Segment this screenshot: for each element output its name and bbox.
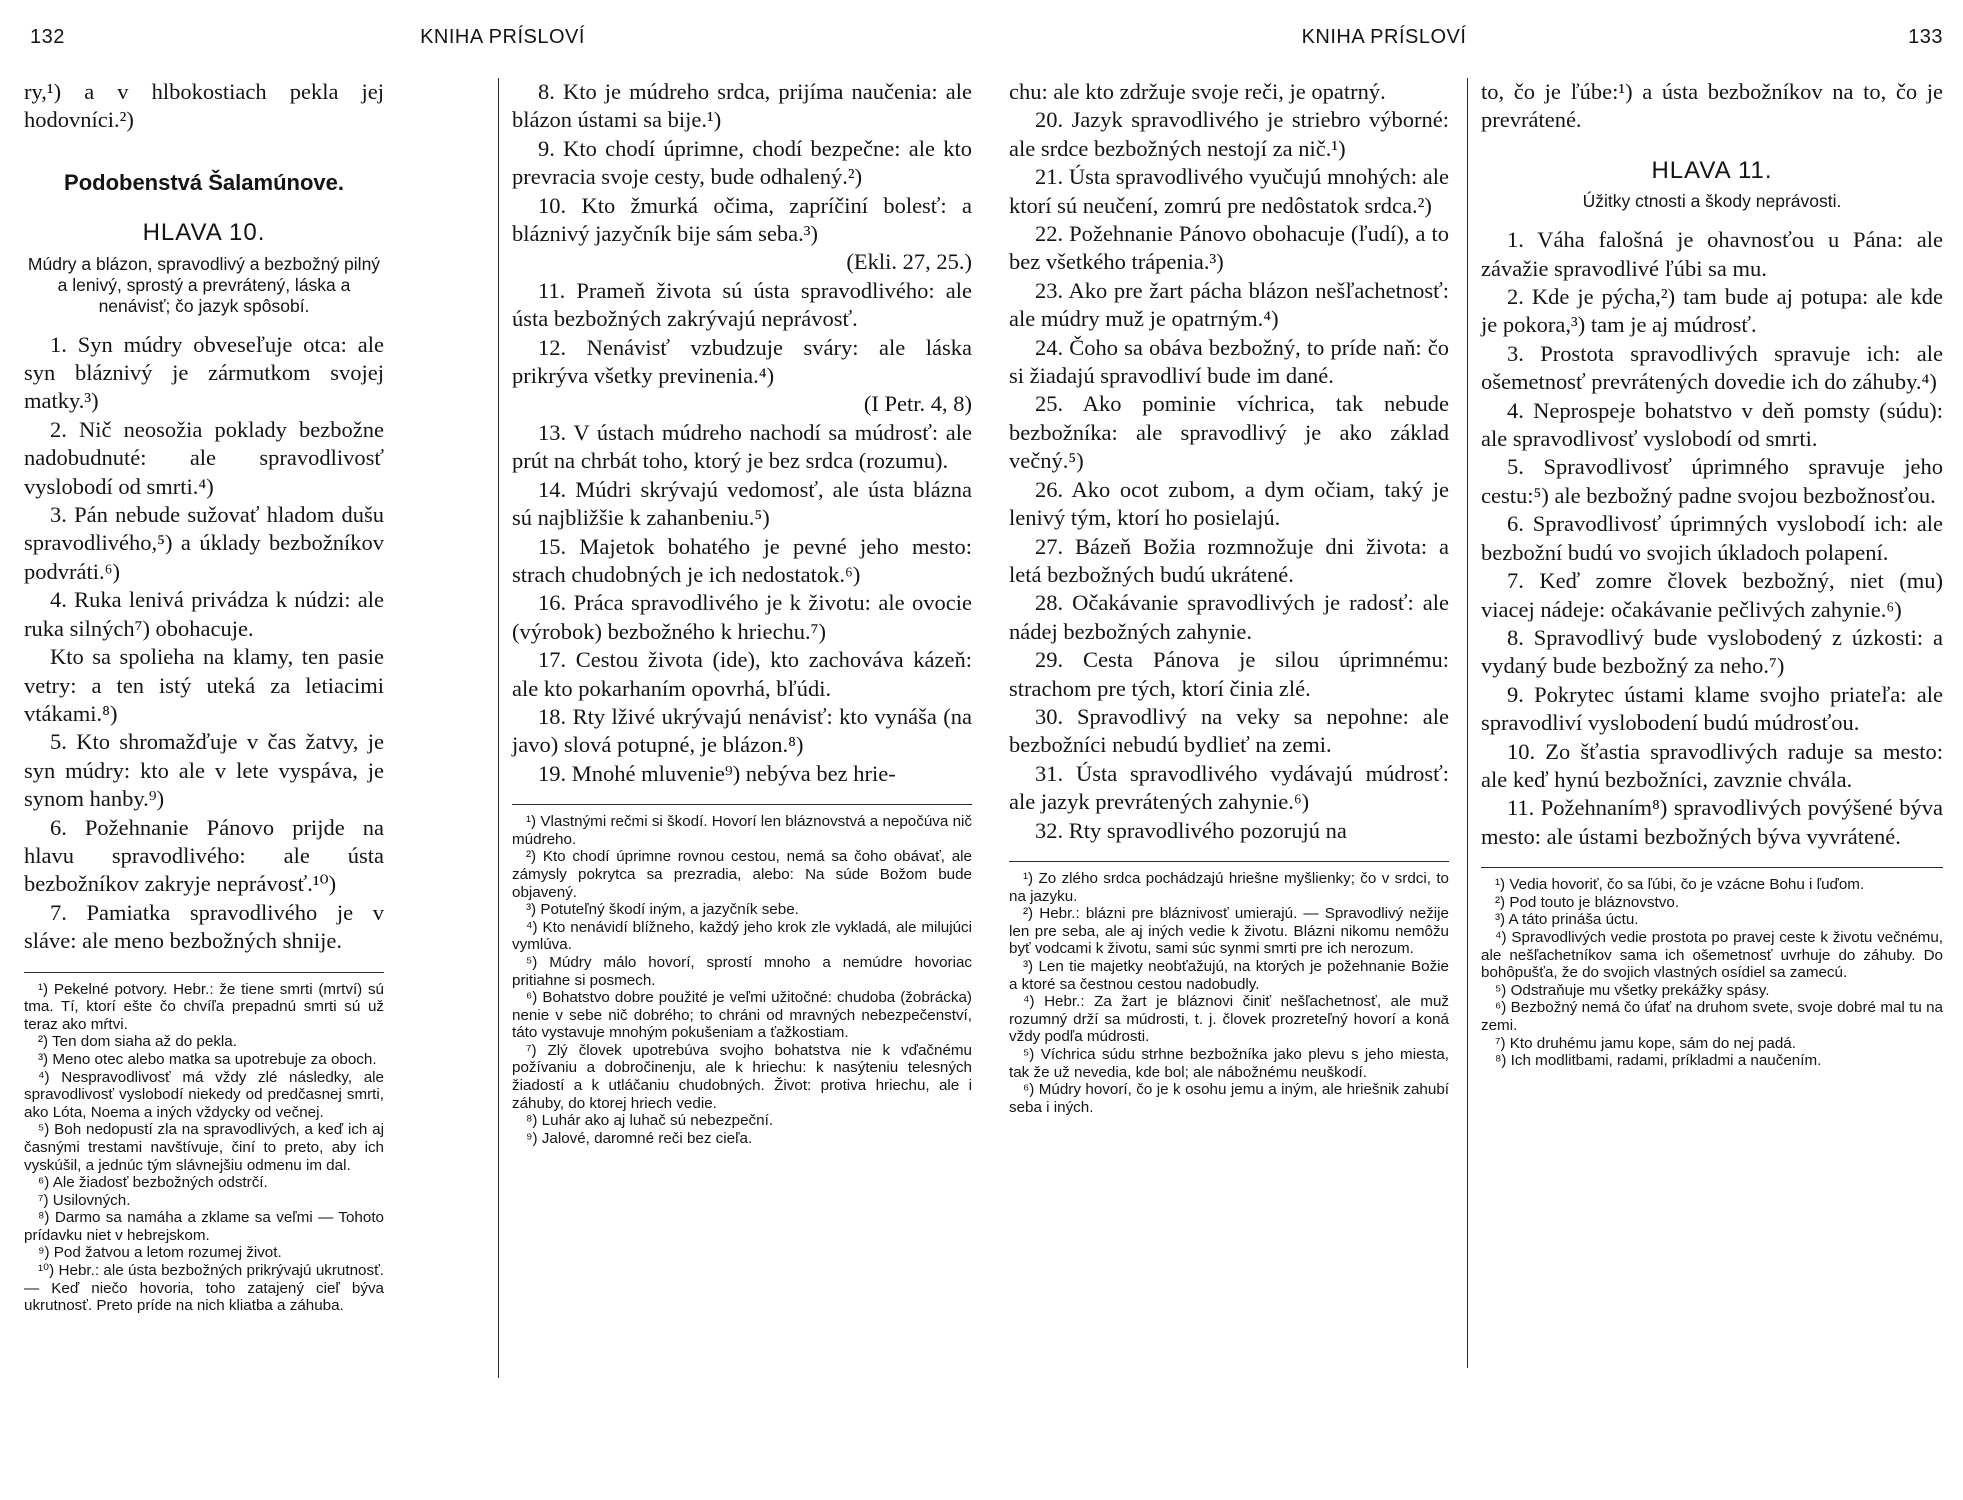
footnote: ³) Meno otec alebo matka sa upotrebuje za oboch. (38, 1050, 377, 1068)
footnote: ¹) Vlastnými rečmi si škodí. Hovorí len bláznovstvá a nepočúva nič múdreho. (512, 813, 972, 848)
column-divider (1467, 78, 1468, 1368)
footnote: ⁴) Kto nenávidí blížneho, každý jeho krok zle vykladá, ale milujúci vymlúva. (512, 918, 972, 954)
verse-11: 11. Požehnaním⁸) spravodlivých povýšené býva mesto: ale ústami bezbožných býva vyvrátené. (1481, 795, 1943, 849)
page-number-right: 133 (1908, 26, 1943, 48)
footnote: ³) Potuteľný škodí iným, a jazyčník sebe. (526, 901, 799, 919)
verse-8: 8. Spravodlivý bude vyslobodený z úzkosti: a vydaný bude bezbožný za neho.⁷) (1481, 624, 1943, 679)
verse-15: 15. Majetok bohatého je pevné jeho mesto: strach chudobných je ich nedostatok.⁶) (512, 533, 972, 587)
footnote: ⁷) Kto druhému jamu kope, sám do nej padá. (1495, 1034, 1796, 1052)
verse-22: 22. Požehnanie Pánovo obohacuje (ľudí), a to bez všetkého trápenia.³) (1009, 221, 1449, 275)
verse-reference: (Ekli. 27, 25.) (846, 249, 972, 275)
verse-4b: Kto sa spolieha na klamy, ten pasie vetry: a ten istý uteká za letiacimi vtákami.⁸) (24, 644, 384, 726)
verse-9: 9. Pokrytec ústami klame svojho priateľa: ale spravodliví vyslobodení budú múdrosťou. (1481, 681, 1943, 736)
footnote: ⁶) Múdry hovorí, čo je k osohu jemu a iným, ale hriešnik zahubí seba i iných. (1009, 1081, 1449, 1116)
paragraph-continued: chu: ale kto zdržuje svoje reči, je opatrný. (1009, 79, 1386, 104)
chapter-heading: HLAVA 11. (1651, 156, 1773, 184)
verse-14: 14. Múdri skrývajú vedomosť, ale ústa blázna sú najbližšie k zahanbeniu.⁵) (512, 476, 972, 531)
footnote: ¹⁰) Hebr.: ale ústa bezbožných prikrývajú ukrutnosť. — Keď niečo hovoria, toho zatajený cieľ býva ukrutnosť. Preto príde na nich kliatba a záhuba. (24, 1262, 384, 1315)
verse-29: 29. Cesta Pánova je silou úprimnému: strachom pre tých, ktorí činia zlé. (1009, 647, 1449, 701)
footnote: ⁶) Bezbožný nemá čo úfať na druhom svete, svoje dobré mal tu na zemi. (1481, 999, 1943, 1034)
verse-12: 12. Nenávisť vzbudzuje sváry: ale láska prikrýva všetky previnenia.⁴) (512, 334, 972, 389)
footnote: ⁴) Nespravodlivosť má vždy zlé následky, ale spravodlivosť vyslobodí niekedy od predčasnej smrti, ako Lóta, Noema a iných vždycky od večnej. (24, 1068, 384, 1121)
footnotes-right-2 (1481, 867, 1943, 1070)
footnote: ²) Pod touto je bláznovstvo. (1495, 893, 1680, 911)
left-page-column-1 (24, 78, 384, 1315)
right-page-column-2 (1481, 78, 1943, 1070)
verse-10: 10. Zo šťastia spravodlivých raduje sa mesto: ale keď hynú bezbožníci, zavznie chvála. (1481, 738, 1943, 792)
chapter-heading: HLAVA 10. (142, 219, 266, 247)
verse-16: 16. Práca spravodlivého je k životu: ale ovocie (výrobok) bezbožného k hriechu.⁷) (512, 590, 972, 644)
verse-23: 23. Ako pre žart pácha blázon nešľachetnosť: ale múdry muž je opatrným.⁴) (1009, 277, 1449, 332)
running-title-right: KNIHA PRÍSLOVÍ (1301, 26, 1467, 48)
verse-26: 26. Ako ocot zubom, a dym očiam, taký je lenivý tým, ktorí ho posielajú. (1009, 476, 1449, 531)
footnote: ⁶) Ale žiadosť bezbožných odstrčí. (38, 1174, 268, 1192)
footnote: ⁸) Luhár ako aj luhač sú nebezpeční. (526, 1112, 774, 1130)
section-heading: Podobenstvá Šalamúnove. (64, 169, 344, 195)
footnote: ⁵) Múdry málo hovorí, sprostí mnoho a nemúdre hovoriac pritiahne si posmech. (512, 953, 972, 989)
footnote: ⁸) Ich modlitbami, radami, príkladmi a naučením. (1495, 1052, 1822, 1070)
right-page (985, 0, 1963, 1500)
verse-4: 4. Neprospeje bohatstvo v deň pomsty (súdu): ale spravodlivosť vyslobodí od smrti. (1481, 397, 1943, 452)
verse-2: 2. Nič neosožia poklady bezbožne nadobudnuté: ale spravodlivosť vyslobodí od smrti.⁴) (24, 416, 384, 499)
paragraph-continued: ry,¹) a v hlbokostiach pekla jej hodovníci.²) (24, 79, 384, 133)
footnote: ¹) Pekelné potvory. Hebr.: že tiene smrti (mrtví) sú tma. Tí, ktorí ešte čo chvíľa prepadnú smrti sú už teraz ako mŕtvi. (24, 980, 384, 1033)
footnote: ⁵) Víchrica súdu strhne bezbožníka jako plevu s jeho miesta, tak že už nevedia, kde bol; ale nábožnému neuškodí. (1009, 1045, 1449, 1081)
left-page-column-2 (512, 78, 972, 1147)
chapter-summary: Múdry a blázon, spravodlivý a bezbožný pilný a lenivý, sprostý a prevrátený, láska a nenávisť; čo jazyk spôsobí. (27, 253, 381, 316)
verse-2: 2. Kde je pýcha,²) tam bude aj potupa: ale kde je pokora,³) tam je aj múdrosť. (1481, 284, 1943, 338)
verse-25: 25. Ako pominie víchrica, tak nebude bezbožníka: ale spravodlivý je ako základ večný.⁵) (1009, 391, 1449, 474)
verse-4a: 4. Ruka lenivá privádza k núdzi: ale ruka silných⁷) obohacuje. (24, 587, 384, 641)
footnote: ⁷) Usilovných. (38, 1191, 131, 1209)
footnote: ³) Len tie majetky neobťažujú, na ktorých je požehnanie Božie a ktoré sa čestnou cestou nadobudly. (1009, 957, 1449, 993)
footnote: ²) Hebr.: blázni pre bláznivosť umierajú. — Spravodlivý nežije len pre seba, ale aj iných vedie k životu. Blázni nikomu nemôžu byť vodcami k životu, sami súc synmi smrti pre ich nerozum. (1009, 905, 1449, 958)
footnote: ⁹) Pod žatvou a letom rozumej život. (38, 1244, 282, 1262)
footnote: ¹) Vedia hovoriť, čo sa ľúbi, čo je vzácne Bohu i ľuďom. (1495, 876, 1865, 894)
verse-30: 30. Spravodlivý na veky sa nepohne: ale bezbožníci nebudú bydlieť na zemi. (1009, 703, 1449, 758)
verse-11: 11. Prameň života sú ústa spravodlivého: ale ústa bezbožných zakrývajú neprávosť. (512, 277, 972, 332)
page-number-left: 132 (30, 26, 65, 48)
right-page-column-1 (1009, 78, 1449, 1116)
verse-6: 6. Požehnanie Pánovo prijde na hlavu spravodlivého: ale ústa bezbožníkov zakryje neprávosť.¹⁰) (24, 814, 384, 897)
verse-31: 31. Ústa spravodlivého vydávajú múdrosť: ale jazyk prevrátených zahynie.⁶) (1009, 760, 1449, 815)
verse-7: 7. Pamiatka spravodlivého je v sláve: ale meno bezbožných shnije. (24, 899, 384, 954)
footnote: ⁵) Boh nedopustí zla na spravodlivých, a keď ich aj časnými trestami navštívuje, činí to preto, aby ich vyskúšil, a jednúc tým slávnejšiu odmenu im dal. (24, 1121, 384, 1174)
footnote: ⁷) Zlý človek upotrebúva svojho bohatstva nie k vďačnému požívaniu a dobročinenju, ale k hriechu: k nasýteniu telesných žiadostí a k utláčaniu chudobných. Život: protiva hriechu, ale i záhuby, do ktorej hriech vedie. (512, 1041, 972, 1112)
verse-5: 5. Kto shromažďuje v čas žatvy, je syn múdry: kto ale v lete vyspáva, je synom hanby.⁹) (24, 729, 384, 812)
verse-6: 6. Spravodlivosť úprimných vyslobodí ich: ale bezbožní budú vo svojich úkladoch polapení. (1481, 511, 1943, 565)
footnotes-left-1 (24, 972, 384, 1315)
footnote: ⁵) Odstraňuje mu všetky prekážky spásy. (1495, 981, 1770, 999)
verse-3: 3. Prostota spravodlivých spravuje ich: ale ošemetnosť prevrátených dovedie ich do záhuby.⁴) (1481, 340, 1943, 395)
column-divider (498, 78, 499, 1378)
verse-18: 18. Rty lživé ukrývajú nenávisť: kto vynáša (na javo) slová potupné, je blázon.⁸) (512, 703, 972, 758)
verse-13: 13. V ústach múdreho nachodí sa múdrosť: ale prút na chrbát toho, ktorý je bez srdca (rozumu). (512, 419, 972, 474)
footnote: ²) Kto chodí úprimne rovnou cestou, nemá sa čoho obávať, ale zámysly pokrytca sa prezradia, alebo: Na súde Božom bude objavený. (512, 848, 972, 901)
verse-17: 17. Cestou života (ide), kto zachováva kázeň: ale kto pokarhaním opovrhá, bľúdi. (512, 647, 972, 701)
footnote: ⁴) Hebr.: Za žart je bláznovi činiť nešľachetnosť, ale muž rozumný drží sa múdrosti, t. j. človek prozreteľný hovorí a koná vždy podľa múdrosti. (1009, 993, 1449, 1046)
verse-7: 7. Keď zomre človek bezbožný, niet (mu) viacej nádeje: očakávanie pečlivých zahynie.⁶) (1481, 568, 1943, 622)
verse-28: 28. Očakávanie spravodlivých je radosť: ale nádej bezbožných zahynie. (1009, 590, 1449, 644)
running-title-left: KNIHA PRÍSLOVÍ (420, 26, 585, 48)
verse-1: 1. Syn múdry obveseľuje otca: ale syn bláznivý je zármutkom svojej matky.³) (24, 331, 384, 414)
verse-5: 5. Spravodlivosť úprimného spravuje jeho cestu:⁵) ale bezbožný padne svojou bezbožnosťou. (1481, 454, 1943, 508)
verse-10: 10. Kto žmurká očima, zapríčiní bolesť: a bláznivý jazyčník bije sám seba.³) (512, 192, 972, 247)
footnote: ⁴) Spravodlivých vedie prostota po pravej ceste k životu večnému, ale nešľachetníkov sama ich ošemetnosť uvrhuje do záhuby. Do bohôpušťa, že do svojich vlastných osídiel sa zamecú. (1481, 928, 1943, 982)
verse-32: 32. Rty spravodlivého pozorujú na (1035, 817, 1347, 843)
verse-reference: (I Petr. 4, 8) (863, 391, 972, 417)
footnote: ²) Ten dom siaha až do pekla. (38, 1033, 237, 1051)
verse-20: 20. Jazyk spravodlivého je striebro výborné: ale srdce bezbožných nestojí za nič.¹) (1009, 107, 1449, 161)
running-head-right (985, 14, 1963, 54)
footnote: ³) A táto prináša úctu. (1495, 911, 1639, 929)
footnote: ⁸) Darmo sa namáha a zklame sa veľmi — Tohoto prídavku niet v hebrejskom. (24, 1209, 384, 1244)
footnotes-right-1 (1009, 861, 1449, 1116)
footnote: ⁶) Bohatstvo dobre použité je veľmi užitočné: chudoba (žobrácka) nenie v sebe nič dobrého; to chráni od mravných nebezpečenství, táto vystavuje mnohým pokušeniam a ťažkostiam. (512, 989, 972, 1042)
verse-24: 24. Čoho sa obáva bezbožný, to príde naň: čo si žiadajú spravodliví bude im dané. (1009, 334, 1449, 389)
chapter-summary: Úžitky ctnosti a škody neprávosti. (1582, 191, 1842, 212)
verse-1: 1. Váha falošná je ohavnosťou u Pána: ale závažie spravodlivé ľúbi sa mu. (1481, 227, 1943, 281)
verse-3: 3. Pán nebude sužovať hladom dušu spravodlivého,⁵) a úklady bezbožníkov podvráti.⁶) (24, 502, 384, 584)
verse-27: 27. Bázeň Božia rozmnožuje dni života: a letá bezbožných budú ukrátené. (1009, 533, 1449, 587)
footnotes-left-2 (512, 804, 972, 1147)
running-head-left (0, 14, 985, 54)
footnote: ⁹) Jalové, daromné reči bez cieľa. (526, 1129, 753, 1147)
verse-19: 19. Mnohé mluvenie⁹) nebýva bez hrie- (538, 760, 896, 786)
verse-9: 9. Kto chodí úprimne, chodí bezpečne: ale kto prevracia svoje cesty, bude odhalený.²) (512, 135, 972, 190)
verse-8: 8. Kto je múdreho srdca, prijíma naučenia: ale blázon ústami sa bije.¹) (512, 79, 972, 133)
footnote: ¹) Zo zlého srdca pochádzajú hriešne myšlienky; čo v srdci, to na jazyku. (1009, 869, 1449, 905)
verse-21: 21. Ústa spravodlivého vyučujú mnohých: ale ktorí sú neučení, zomrú pre nedôstatok srdca.²) (1009, 164, 1449, 218)
paragraph-continued: to, čo je ľúbe:¹) a ústa bezbožníkov na to, čo je prevrátené. (1481, 79, 1943, 133)
